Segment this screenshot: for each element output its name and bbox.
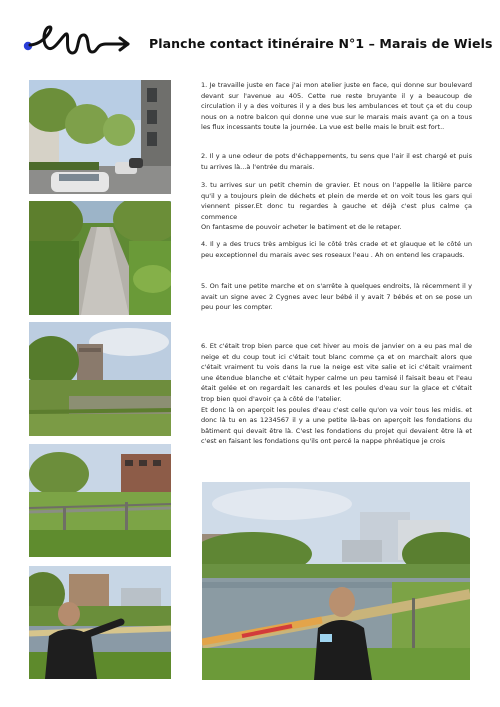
paragraph-3: 3. tu arrives sur un petit chemin de gravier. Et nous on l'appelle la litière parce qu'il y a toujours plein de déchets et plein de merde et on voit tous les gars qui viennent pisser.Et donc tu regardes à gauche et déjà c'est plus calme ça commence On fantasme de pouvoir acheter le batiment et de le retaper. bbox=[201, 181, 472, 232]
page-title: Planche contact itinéraire N°1 – Marais de Wiels bbox=[149, 36, 493, 51]
child-pointing-photo bbox=[29, 566, 171, 679]
paragraph-5: 5. On fait une petite marche et on s'arrête à quelques endroits, là récemment il y avait un signe avec 2 Cygnes avec leur bébé il y avait 7 bébés et on se pose un peu pour les compter. bbox=[201, 282, 472, 312]
child-fence-photo bbox=[202, 482, 470, 680]
paragraph-6: 6. Et c'était trop bien parce que cet hiver au mois de janvier on a eu pas mal de neige et du coup tout ici c'était tout blanc comme ça et on marchait alors que c'était vraiment tu vois dans la rue la neige est vite salie et ici c'était vraiment une étendue blanche et c'était hyper calme un peu tamisé il faisait beau et l'eau était gelée et on regardait les canards et les poules d'eau sur la glace et c'était trop bien quoi d'avoir ça à côté de l'atelier. Et donc là on aperçoit les poules d'eau c'est celle qu'on va voir tous les midis. et donc là tu en as 1234567 il y a une petite là-bas on aperçoit les fondations du bâtiment qui devait être là. C'est les fondations du projet qui devaient être là et c'est en faisant les fondations qu'ils ont percé la nappe phréatique je crois bbox=[201, 342, 472, 446]
scribble-arrow-icon bbox=[22, 22, 134, 62]
marsh-tower-photo bbox=[29, 322, 171, 436]
fence-building-photo bbox=[29, 444, 171, 557]
paragraph-2: 2. Il y a une odeur de pots d'échappements, tu sens que l'air il est chargé et puis tu arrives là...à l'entrée du marais. bbox=[201, 152, 472, 171]
street-photo bbox=[29, 80, 171, 194]
paragraph-1: 1. Je travaille juste en face j'ai mon atelier juste en face, qui donne sur boulevard devant sur l'avenue au 405. Cette rue reste bruyante il y a beaucoup de circulation il y a des voitures il y a des bus les ambulances et tout ça et du coup nous on a notre balcon qui donne une vue sur le marais mais avant ça on a tous les flux incessants toute la journée. La vue est belle mais le bruit est fort.. bbox=[201, 81, 472, 132]
paragraph-4: 4. Il y a des trucs très ambigus ici le côté très crade et et glauque et le côté un peu exceptionnel du marais avec ses roseaux l'eau . Ah on entend les crapauds. bbox=[201, 240, 472, 259]
gravel-path-photo bbox=[29, 201, 171, 315]
